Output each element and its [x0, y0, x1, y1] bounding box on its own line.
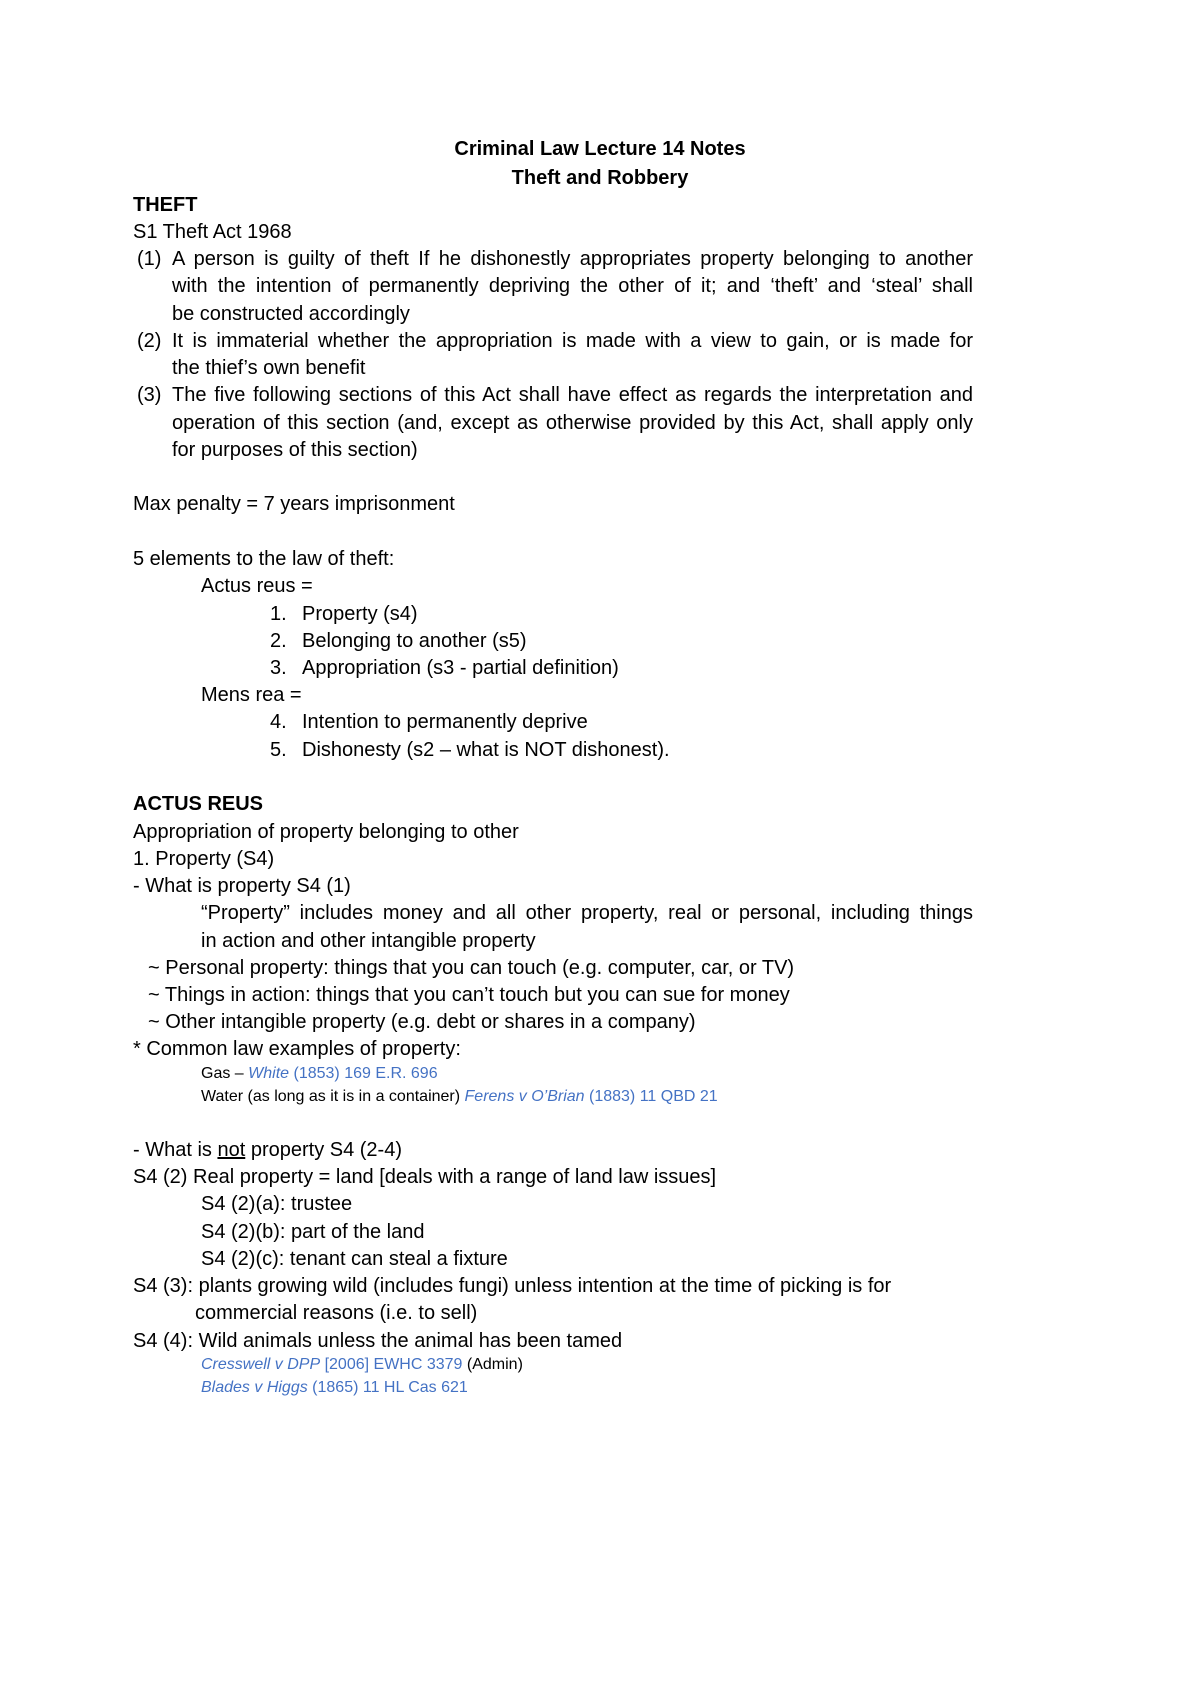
list-text: Belonging to another (s5)	[302, 630, 527, 652]
common-law-examples: * Common law examples of property:	[133, 1038, 461, 1060]
s4-4-wild-animals: S4 (4): Wild animals unless the animal has been tamed	[133, 1330, 623, 1352]
provision-text: A person is guilty of theft If he dishonestly appropriates property belonging to another	[172, 248, 973, 270]
element-item-2	[270, 627, 527, 656]
actus-reus-label: Actus reus =	[201, 575, 313, 597]
property-type-item: ~ Other intangible property (e.g. debt or shares in a company)	[148, 1011, 696, 1033]
emphasis-text: not	[217, 1139, 246, 1161]
case-name: White	[248, 1065, 290, 1082]
provision-number: (1)	[137, 248, 162, 270]
statute-reference: S1 Theft Act 1968	[133, 221, 292, 243]
case-citation: (1853) 169 E.R. 696	[289, 1065, 438, 1082]
property-type-item: ~ Personal property: things that you can touch (e.g. computer, car, or TV)	[148, 957, 795, 979]
max-penalty: Max penalty = 7 years imprisonment	[133, 493, 455, 515]
actus-reus-subheading: Appropriation of property belonging to other	[133, 821, 519, 843]
list-text: Appropriation (s3 - partial definition)	[302, 657, 619, 679]
element-item-4	[270, 708, 588, 737]
s4-3-wild-plants-cont: commercial reasons (i.e. to sell)	[195, 1302, 478, 1324]
element-item-3	[270, 654, 619, 683]
provision-text: operation of this section (and, except as otherwise provided by this Act, shall apply only	[172, 412, 973, 434]
provision-number: (2)	[137, 330, 162, 352]
document-subtitle: Theft and Robbery	[511, 167, 689, 189]
provision-1	[137, 245, 973, 274]
text-fragment: - What is	[133, 1139, 218, 1161]
property-definition: in action and other intangible property	[201, 930, 536, 952]
s4-2-sub-item: S4 (2)(a): trustee	[201, 1193, 353, 1215]
list-number: 5.	[270, 739, 287, 761]
provision-text: It is immaterial whether the appropriation is made with a view to gain, or is made for	[172, 330, 973, 352]
actus-reus-heading: ACTUS REUS	[133, 793, 264, 815]
provision-text: the thief’s own benefit	[172, 357, 366, 379]
s4-2-sub-item: S4 (2)(c): tenant can steal a fixture	[201, 1248, 508, 1270]
case-citation: (1865) 11 HL Cas 621	[307, 1379, 468, 1396]
what-is-not-property	[133, 1136, 402, 1165]
provision-3	[137, 381, 973, 410]
s4-2-real-property: S4 (2) Real property = land [deals with a range of land law issues]	[133, 1166, 717, 1188]
provision-number: (3)	[137, 384, 162, 406]
element-item-5	[270, 736, 670, 765]
list-number: 4.	[270, 711, 287, 733]
s4-3-wild-plants: S4 (3): plants growing wild (includes fungi) unless intention at the time of picking is for	[133, 1275, 892, 1297]
provision-text: be constructed accordingly	[172, 303, 410, 325]
provision-text: The five following sections of this Act shall have effect as regards the interpretation and	[172, 384, 973, 406]
case-name: Ferens v O’Brian	[464, 1088, 585, 1105]
case-name: Blades v Higgs	[201, 1379, 308, 1396]
property-heading: 1. Property (S4)	[133, 848, 275, 870]
theft-heading: THEFT	[133, 194, 198, 216]
property-definition: “Property” includes money and all other property, real or personal, including things	[201, 902, 973, 924]
text-fragment: property S4 (2-4)	[245, 1139, 402, 1161]
list-number: 2.	[270, 630, 287, 652]
case-blades	[201, 1376, 468, 1400]
element-item-1	[270, 600, 418, 629]
what-is-property: - What is property S4 (1)	[133, 875, 351, 897]
provision-2	[137, 327, 973, 356]
mens-rea-label: Mens rea =	[201, 684, 302, 706]
case-name: Cresswell v DPP	[201, 1356, 321, 1373]
case-cresswell	[201, 1353, 523, 1377]
case-citation: [2006] EWHC 3379	[320, 1356, 463, 1373]
list-text: Intention to permanently deprive	[302, 711, 588, 733]
case-citation: (1883) 11 QBD 21	[584, 1088, 718, 1105]
property-type-item: ~ Things in action: things that you can’t touch but you can sue for money	[148, 984, 790, 1006]
provision-text: with the intention of permanently depriving the other of it; and ‘theft’ and ‘steal’ shall	[172, 275, 973, 297]
example-gas	[201, 1062, 438, 1086]
s4-2-sub-item: S4 (2)(b): part of the land	[201, 1221, 425, 1243]
example-label: Water (as long as it is in a container)	[201, 1088, 465, 1105]
provision-text: for purposes of this section)	[172, 439, 418, 461]
document-title: Criminal Law Lecture 14 Notes	[454, 138, 746, 160]
list-number: 1.	[270, 603, 287, 625]
example-label: Gas –	[201, 1065, 249, 1082]
list-text: Dishonesty (s2 – what is NOT dishonest).	[302, 739, 670, 761]
list-text: Property (s4)	[302, 603, 418, 625]
case-suffix: (Admin)	[462, 1356, 523, 1373]
elements-intro: 5 elements to the law of theft:	[133, 548, 395, 570]
example-water	[201, 1085, 718, 1109]
list-number: 3.	[270, 657, 287, 679]
